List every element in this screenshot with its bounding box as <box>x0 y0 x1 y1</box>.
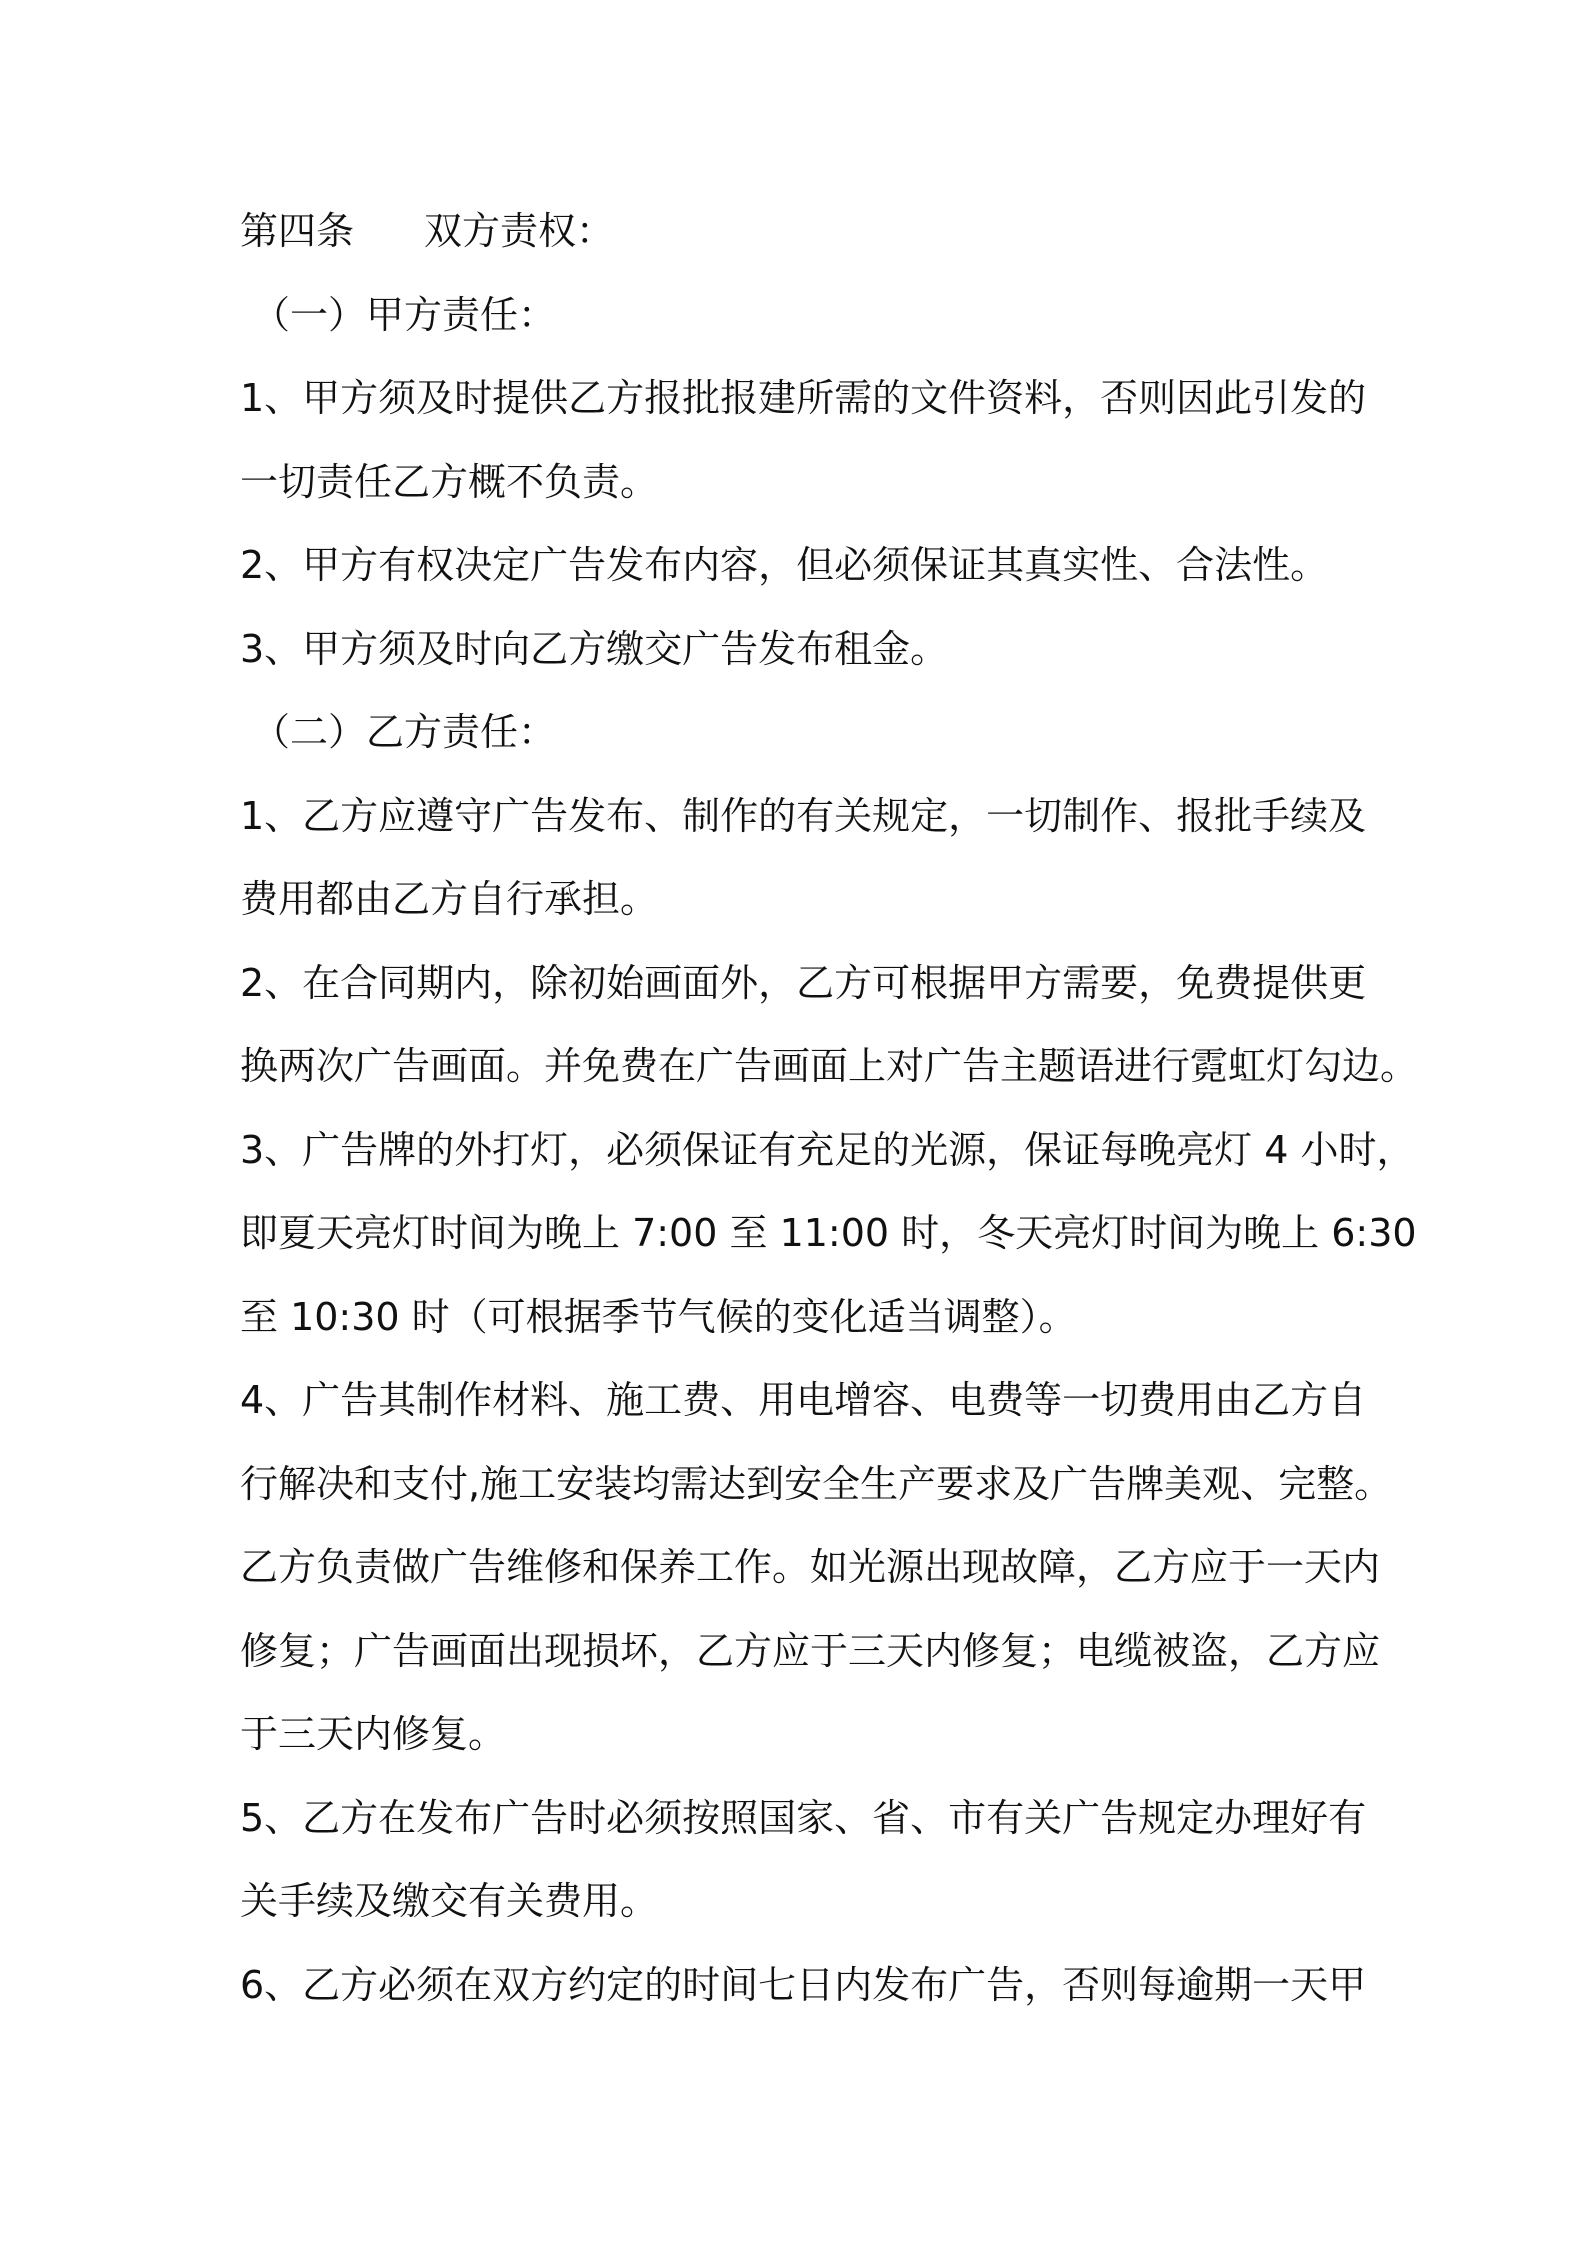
paragraph-line: 6、乙方必须在双方约定的时间七日内发布广告，否则每逾期一天甲 <box>240 1962 1367 2007</box>
paragraph-line: 5、乙方在发布广告时必须按照国家、省、市有关广告规定办理好有 <box>240 1795 1367 1840</box>
paragraph-line: 一切责任乙方概不负责。 <box>240 459 659 504</box>
paragraph-line: 关手续及缴交有关费用。 <box>240 1879 659 1923</box>
paragraph-line: 修复；广告画面出现损坏，乙方应于三天内修复；电缆被盗，乙方应 <box>240 1628 1381 1673</box>
paragraph-line: 费用都由乙方自行承担。 <box>240 877 659 921</box>
article-number: 第四条 <box>240 209 355 253</box>
paragraph-line: 乙方负责做广告维修和保养工作。如光源出现故障，乙方应于一天内 <box>240 1545 1381 1589</box>
paragraph-line: 至 10:30 时（可根据季节气候的变化适当调整）。 <box>240 1294 1077 1339</box>
paragraph-line: 4、广告其制作材料、施工费、用电增容、电费等一切费用由乙方自 <box>240 1378 1367 1422</box>
paragraph-line: 2、在合同期内，除初始画面外，乙方可根据甲方需要，免费提供更 <box>240 960 1367 1005</box>
article-heading-line <box>240 190 1370 274</box>
article-title: 双方责权： <box>424 209 615 253</box>
paragraph-line: 3、广告牌的外打灯，必须保证有充足的光源，保证每晚亮灯 4 小时， <box>240 1127 1415 1172</box>
paragraph-line: 2、甲方有权决定广告发布内容，但必须保证其真实性、合法性。 <box>240 543 1329 587</box>
section-heading-party-a: （一）甲方责任： <box>252 292 557 337</box>
paragraph-line: 3、甲方须及时向乙方缴交广告发布租金。 <box>240 626 949 671</box>
paragraph-line: 1、甲方须及时提供乙方报批报建所需的文件资料，否则因此引发的 <box>240 376 1367 420</box>
paragraph-line: 行解决和支付,施工安装均需达到安全生产要求及广告牌美观、完整。 <box>240 1461 1393 1506</box>
paragraph-line: 换两次广告画面。并免费在广告画面上对广告主题语进行霓虹灯勾边。 <box>240 1044 1419 1088</box>
paragraph-line: 于三天内修复。 <box>240 1712 507 1756</box>
section-heading-party-b: （二）乙方责任： <box>252 710 557 754</box>
paragraph-line: 1、乙方应遵守广告发布、制作的有关规定，一切制作、报批手续及 <box>240 793 1367 838</box>
paragraph-line: 即夏天亮灯时间为晚上 7:00 至 11:00 时，冬天亮灯时间为晚上 6:30 <box>240 1211 1417 1255</box>
document-body <box>240 190 1419 2027</box>
